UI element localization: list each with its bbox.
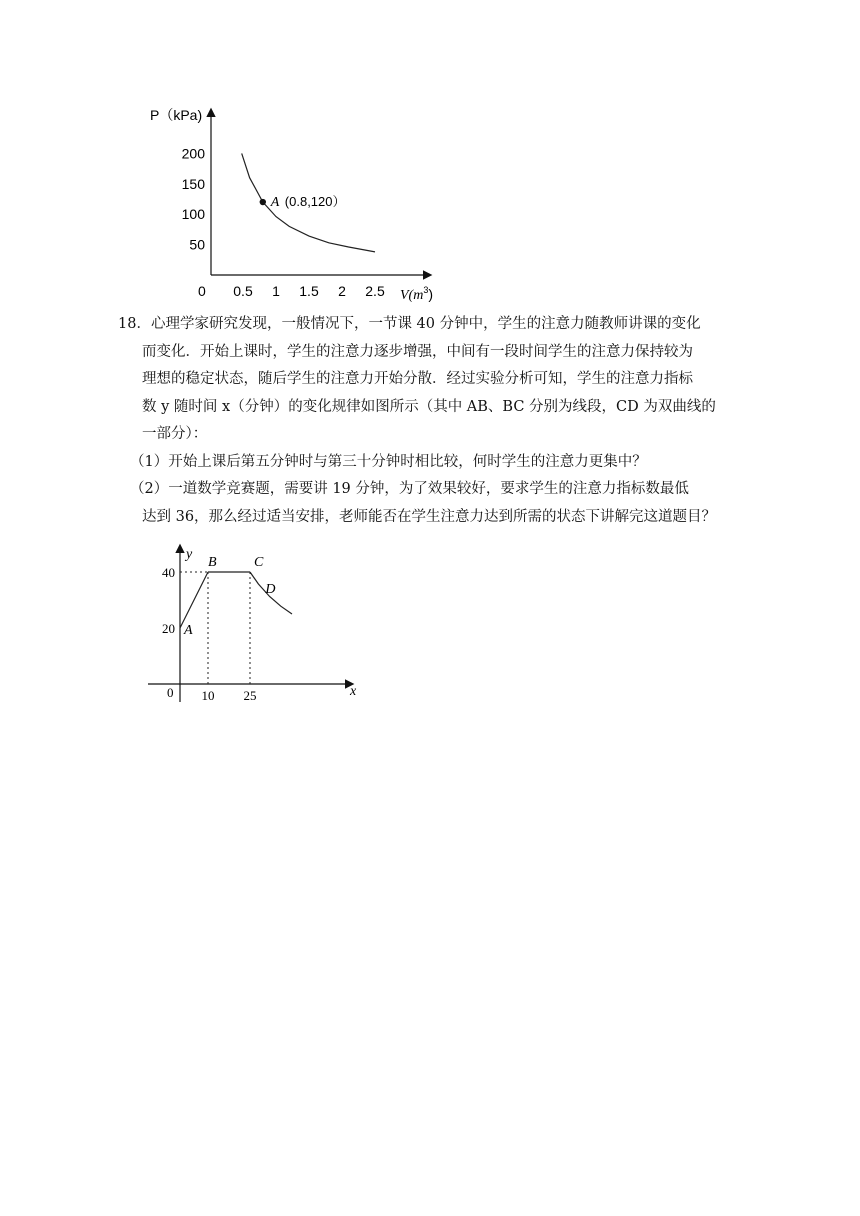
x-tick-label: 1 [272,283,280,299]
x-tick-label: 0.5 [233,283,253,299]
point-label-d: D [265,581,276,597]
x-tick-label: 2.5 [365,283,385,299]
point-a-marker [260,199,266,205]
x-axis-label-text: V(m [400,288,424,303]
y-tick-label: 200 [181,145,205,162]
y-tick-label: 150 [181,175,205,192]
y-axis-label: y [186,547,193,562]
x-axis-label: x [350,684,357,699]
point-a-coordinates: (0.8,120） [284,194,346,210]
x-axis-label [400,285,433,303]
problem-18 [118,311,738,531]
question-2-line-1: （2）一道数学竞赛题，需要讲 19 分钟，为了效果较好，要求学生的注意力指标数最低 [130,481,689,497]
x-tick-label: 2 [338,283,346,299]
problem-text-1: 心理学家研究发现，一般情况下，一节课 40 分钟中，学生的注意力随教师讲课的变化 [150,316,701,332]
problem-line-1 [118,311,738,339]
x-axis-label-sup: 3 [423,285,429,295]
x-tick-label: 10 [201,688,215,703]
question-1: （1）开始上课后第五分钟时与第三十分钟时相比较，何时学生的注意力更集中？ [130,453,647,470]
point-label-b: B [208,555,217,570]
problem-line-5: 一部分）： [142,426,208,442]
x-axis-label-close: ) [428,286,434,302]
attention-index-graph [140,540,380,710]
y-axis-label: P（kPa) [150,107,203,123]
origin-label: 0 [198,283,206,299]
y-tick-label: 100 [181,206,205,223]
y-tick-label: 50 [189,236,205,253]
problem-number: 18． [118,316,151,332]
origin-label: 0 [167,685,174,700]
problem-line-2: 而变化．开始上课时，学生的注意力逐步增强，中间有一段时间学生的注意力保持较为 [142,343,693,360]
y-tick-label: 40 [162,565,175,580]
problem-line-3: 理想的稳定状态，随后学生的注意力开始分散．经过实验分析可知，学生的注意力指标 [142,371,693,387]
segment-ab [180,572,208,628]
pressure-volume-graph [130,100,450,310]
problem-line-4: 数 y 随时间 x（分钟）的变化规律如图所示（其中 AB、BC 分别为线段，CD 为双曲线的 [142,398,716,415]
point-a-name: A [270,195,280,211]
x-tick-label: 25 [243,688,257,703]
x-tick-label: 1.5 [299,283,319,299]
point-label-c: C [254,555,264,570]
y-tick-label: 20 [162,621,175,636]
question-2-line-2: 达到 36，那么经过适当安排，老师能否在学生注意力达到所需的状态下讲解完这道题目？ [142,508,717,525]
point-label-a: A [184,623,193,638]
